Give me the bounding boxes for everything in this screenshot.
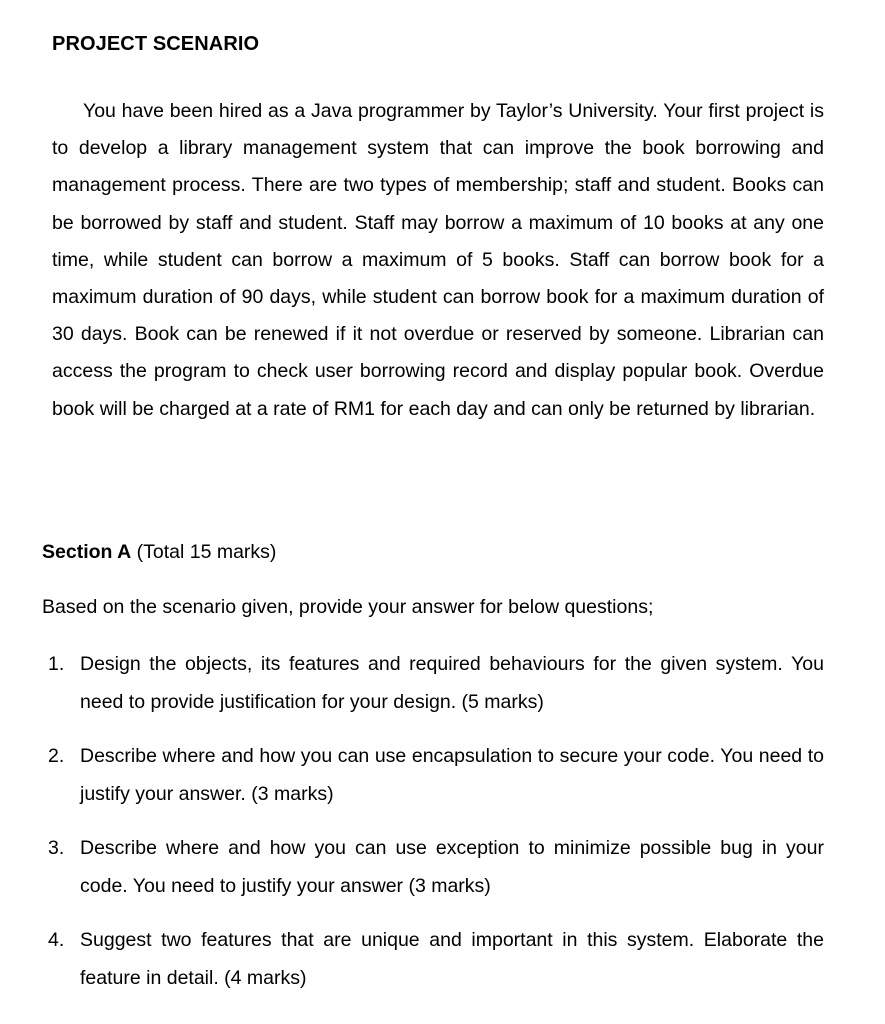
- question-item: [48, 646, 824, 721]
- question-text: Describe where and how you can use encapsulation to secure your code. You need to justify your answer. (3 marks): [80, 745, 824, 805]
- question-item: [48, 922, 824, 997]
- question-item: [48, 738, 824, 813]
- question-item: [48, 830, 824, 905]
- question-number: 4.: [48, 929, 65, 951]
- section-title: [42, 541, 276, 564]
- section-intro: Based on the scenario given, provide your answer for below questions;: [42, 596, 654, 618]
- question-number: 3.: [48, 837, 65, 859]
- question-text: Suggest two features that are unique and important in this system. Elaborate the feature in detail. (4 marks): [80, 929, 824, 989]
- question-number: 1.: [48, 653, 65, 675]
- question-number: 2.: [48, 745, 65, 767]
- question-text: Design the objects, its features and required behaviours for the given system. You need to provide justification for your design. (5 marks): [80, 653, 824, 713]
- section-title-bold: Section A: [42, 541, 132, 563]
- scenario-paragraph: You have been hired as a Java programmer by Taylor’s University. Your first project is to develop a library management system that can improve the book borrowing and management process. There are two types of membership; staff and student. Books can be borrowed by staff and student. Staff may borrow a maximum of 10 books at any one time, while student can borrow a maximum of 5 books. Staff can borrow book for a maximum duration of 90 days, while student can borrow book for a maximum duration of 30 days. Book can be renewed if it not overdue or reserved by someone. Librarian can access the program to check user borrowing record and display popular book. Overdue book will be charged at a rate of RM1 for each day and can only be returned by librarian.: [52, 100, 824, 420]
- page-heading: PROJECT SCENARIO: [52, 33, 260, 55]
- question-text: Describe where and how you can use exception to minimize possible bug in your code. You need to justify your answer (3 marks): [80, 837, 824, 897]
- section-title-marks: (Total 15 marks): [131, 541, 277, 563]
